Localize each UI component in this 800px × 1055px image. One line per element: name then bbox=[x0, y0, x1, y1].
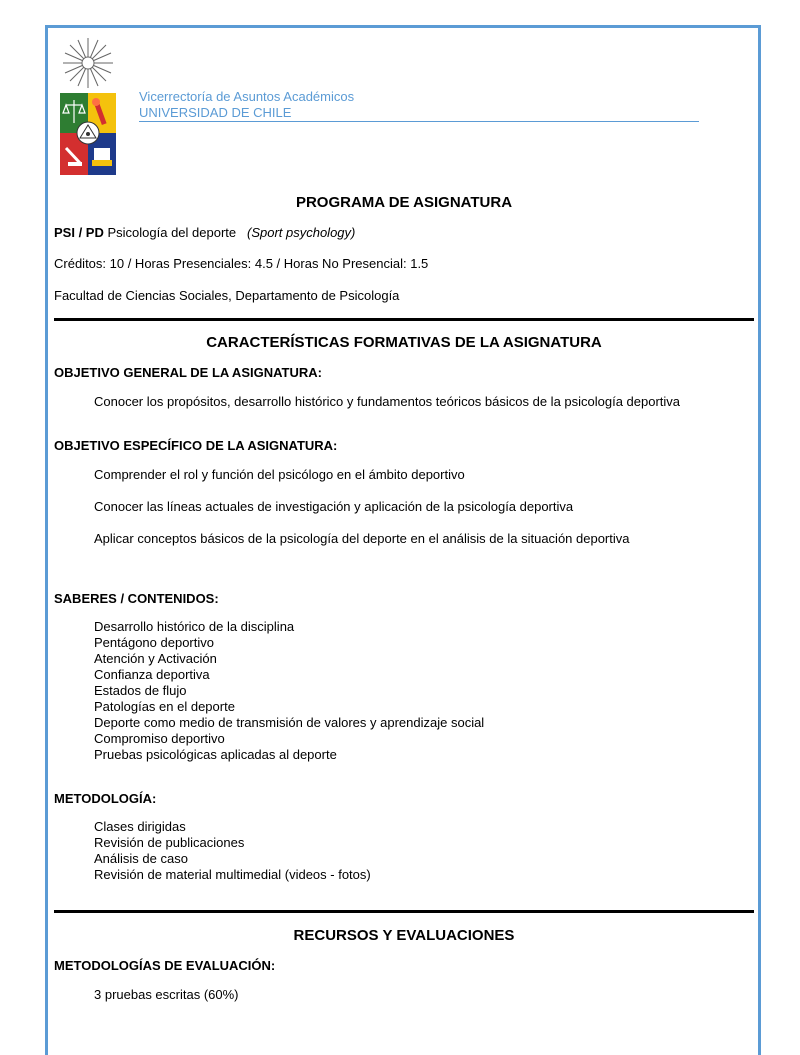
section-divider bbox=[54, 318, 754, 321]
list-item: Desarrollo histórico de la disciplina bbox=[94, 619, 295, 634]
metodologia-list bbox=[94, 819, 371, 883]
list-item: Pruebas psicológicas aplicadas al deporte bbox=[94, 747, 337, 762]
objetivo-especifico-item: Conocer las líneas actuales de investigación y aplicación de la psicología deportiva bbox=[94, 499, 574, 514]
caracteristicas-title: CARACTERÍSTICAS FORMATIVAS DE LA ASIGNATURA bbox=[206, 334, 602, 351]
evaluacion-heading: METODOLOGÍAS DE EVALUACIÓN: bbox=[54, 958, 276, 973]
list-item: Confianza deportiva bbox=[94, 667, 210, 682]
credits-line: Créditos: 10 / Horas Presenciales: 4.5 / Horas No Presencial: 1.5 bbox=[54, 256, 429, 271]
objetivo-especifico-item: Comprender el rol y función del psicólogo en el ámbito deportivo bbox=[94, 467, 465, 482]
list-item: Clases dirigidas bbox=[94, 819, 186, 834]
saberes-heading: SABERES / CONTENIDOS: bbox=[54, 591, 219, 606]
section-divider bbox=[54, 910, 754, 913]
list-item: Revisión de material multimedial (videos - fotos) bbox=[94, 867, 371, 882]
list-item: Pentágono deportivo bbox=[94, 635, 214, 650]
list-item: Estados de flujo bbox=[94, 683, 187, 698]
course-line bbox=[54, 225, 355, 240]
course-name: Psicología del deporte bbox=[107, 225, 237, 240]
list-item: Atención y Activación bbox=[94, 651, 217, 666]
objetivo-general-heading: OBJETIVO GENERAL DE LA ASIGNATURA: bbox=[54, 365, 322, 380]
saberes-list bbox=[94, 619, 484, 763]
objetivo-especifico-heading: OBJETIVO ESPECÍFICO DE LA ASIGNATURA: bbox=[54, 438, 338, 453]
metodologia-heading: METODOLOGÍA: bbox=[54, 791, 157, 806]
list-item: Análisis de caso bbox=[94, 851, 188, 866]
vicerrectoria-label: Vicerrectoría de Asuntos Académicos bbox=[139, 89, 355, 104]
list-item: Compromiso deportivo bbox=[94, 731, 225, 746]
header-divider bbox=[139, 121, 699, 122]
faculty-line: Facultad de Ciencias Sociales, Departamento de Psicología bbox=[54, 288, 400, 303]
objetivo-general-text: Conocer los propósitos, desarrollo histórico y fundamentos teóricos básicos de la psicología deportiva bbox=[94, 394, 681, 409]
list-item: Revisión de publicaciones bbox=[94, 835, 245, 850]
university-name: UNIVERSIDAD DE CHILE bbox=[139, 105, 292, 120]
course-code: PSI / PD bbox=[54, 225, 104, 240]
list-item: Patologías en el deporte bbox=[94, 699, 235, 714]
list-item: Deporte como medio de transmisión de valores y aprendizaje social bbox=[94, 715, 485, 730]
objetivo-especifico-item: Aplicar conceptos básicos de la psicología del deporte en el análisis de la situación deportiva bbox=[94, 531, 630, 546]
evaluacion-item: 3 pruebas escritas (60%) bbox=[94, 987, 239, 1002]
program-title: PROGRAMA DE ASIGNATURA bbox=[295, 194, 513, 211]
university-coat-of-arms-icon bbox=[58, 38, 118, 178]
recursos-title: RECURSOS Y EVALUACIONES bbox=[293, 927, 515, 944]
course-english-name: (Sport psychology) bbox=[246, 225, 356, 240]
